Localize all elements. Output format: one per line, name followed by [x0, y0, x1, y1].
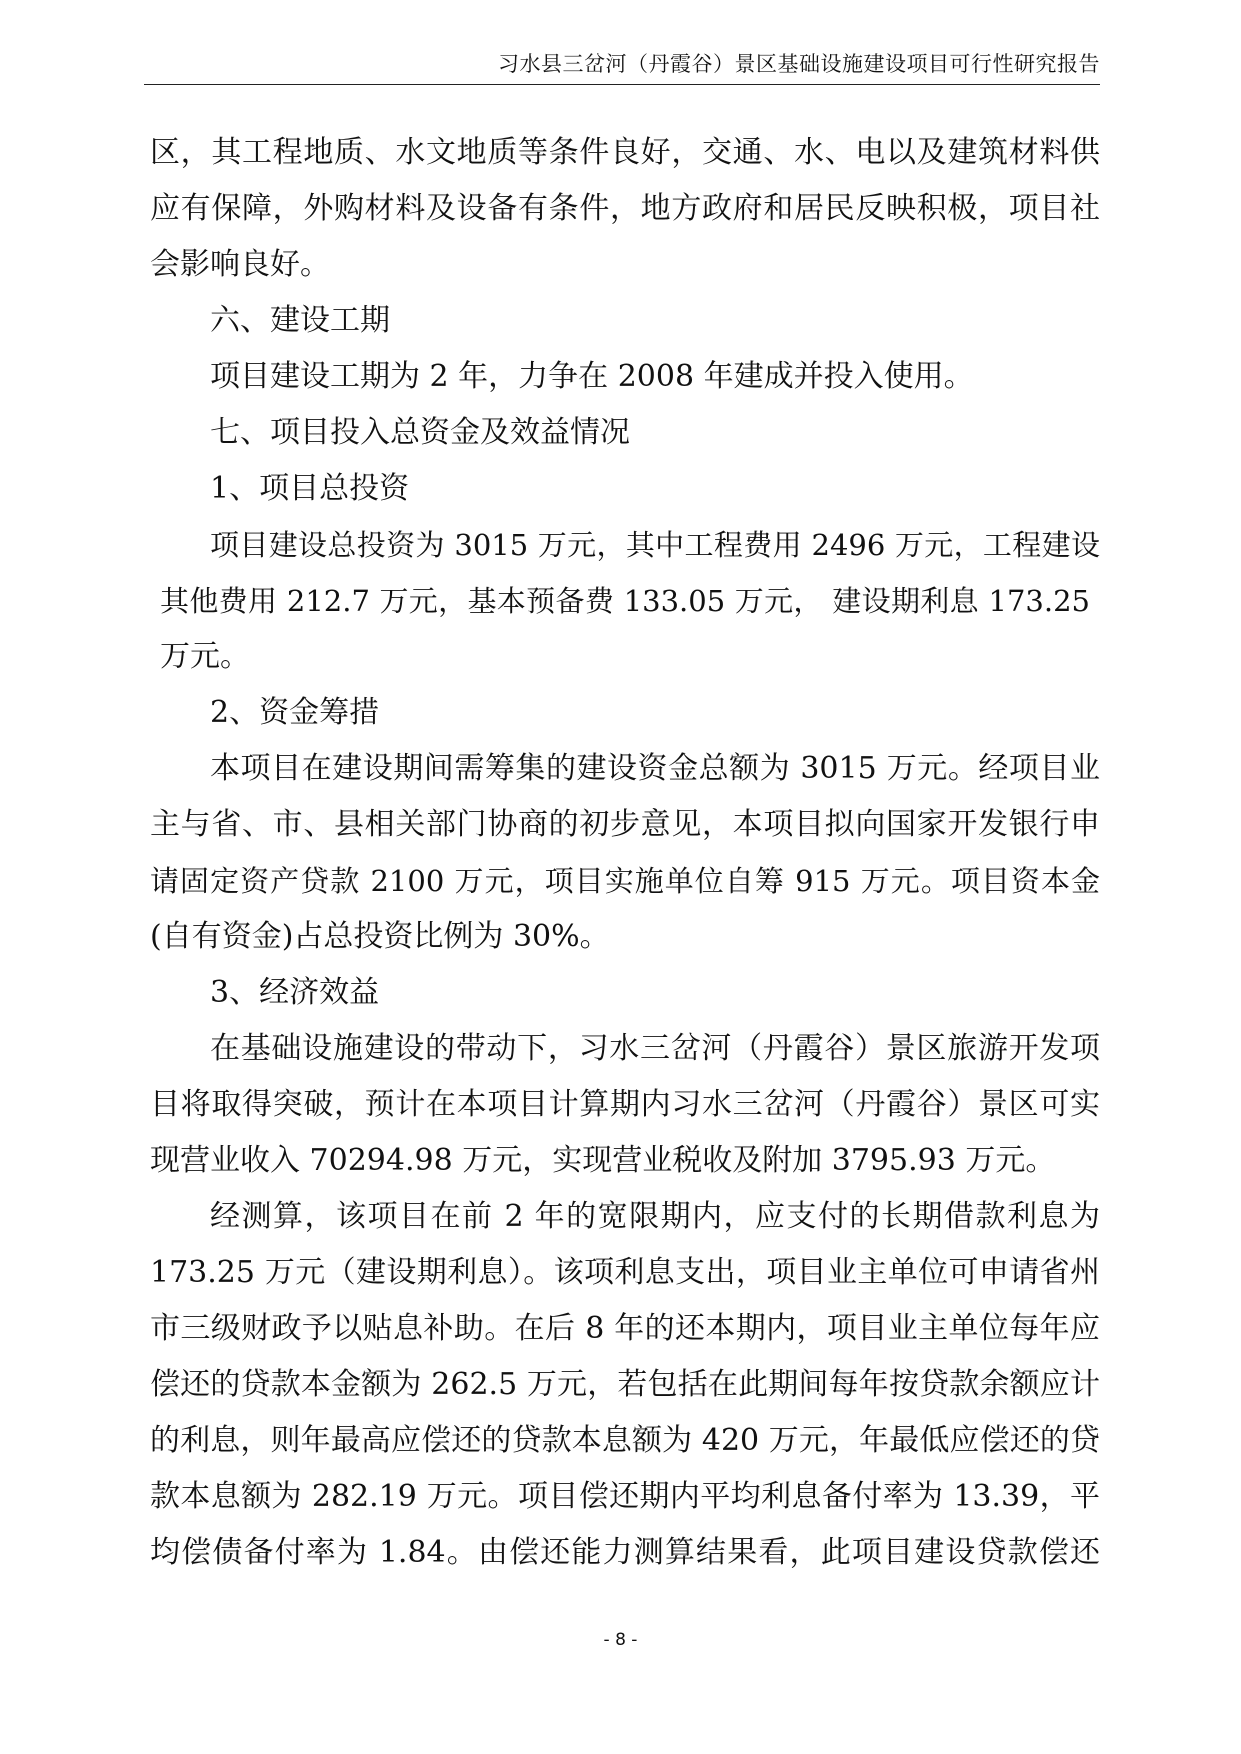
section-heading: 六、建设工期: [210, 303, 390, 338]
text-line: (自有资金)占总投资比例为 30%。: [150, 919, 610, 954]
subsection-heading: 1、项目总投资: [210, 471, 410, 506]
header-title: 习水县三岔河（丹霞谷）景区基础设施建设项目可行性研究报告: [498, 52, 1100, 76]
subsection-heading: 2、资金筹措: [210, 695, 380, 730]
text-line: 主与省、市、县相关部门协商的初步意见，本项目拟向国家开发银行申: [150, 807, 1100, 842]
text-line: 会影响良好。: [150, 247, 330, 282]
text-line: 的利息，则年最高应偿还的贷款本息额为 420 万元，年最低应偿还的贷: [150, 1423, 1100, 1458]
text-line: 万元。: [160, 639, 250, 674]
text-line: 173.25 万元（建设期利息）。该项利息支出，项目业主单位可申请省州: [150, 1255, 1100, 1290]
text-line: 目将取得突破，预计在本项目计算期内习水三岔河（丹霞谷）景区可实: [150, 1087, 1100, 1122]
running-header: [144, 48, 1100, 85]
text-line: 请固定资产贷款 2100 万元，项目实施单位自筹 915 万元。项目资本金: [150, 864, 1100, 898]
text-line: 在基础设施建设的带动下，习水三岔河（丹霞谷）景区旅游开发项: [210, 1031, 1100, 1066]
subsection-heading: 3、经济效益: [210, 975, 380, 1010]
text-line: 市三级财政予以贴息补助。在后 8 年的还本期内，项目业主单位每年应: [150, 1311, 1100, 1346]
text-line: 均偿债备付率为 1.84。由偿还能力测算结果看，此项目建设贷款偿还: [150, 1535, 1100, 1570]
text-line: 项目建设总投资为 3015 万元，其中工程费用 2496 万元，工程建设: [210, 528, 1100, 562]
text-line: 其他费用 212.7 万元，基本预备费 133.05 万元， 建设期利息 173.25: [160, 584, 1090, 618]
text-line: 应有保障，外购材料及设备有条件，地方政府和居民反映积极，项目社: [150, 191, 1100, 226]
section-heading: 七、项目投入总资金及效益情况: [210, 415, 630, 450]
page-number: - 8 -: [603, 1630, 638, 1650]
text-line: 本项目在建设期间需筹集的建设资金总额为 3015 万元。经项目业: [210, 751, 1100, 786]
text-line: 偿还的贷款本金额为 262.5 万元，若包括在此期间每年按贷款余额应计: [150, 1367, 1100, 1402]
text-line: 款本息额为 282.19 万元。项目偿还期内平均利息备付率为 13.39，平: [150, 1479, 1100, 1514]
text-line: 现营业收入 70294.98 万元，实现营业税收及附加 3795.93 万元。: [150, 1143, 1056, 1178]
text-line: 项目建设工期为 2 年，力争在 2008 年建成并投入使用。: [210, 359, 974, 394]
text-line: 区，其工程地质、水文地质等条件良好，交通、水、电以及建筑材料供: [150, 135, 1100, 170]
text-line: 经测算，该项目在前 2 年的宽限期内，应支付的长期借款利息为: [210, 1199, 1100, 1234]
